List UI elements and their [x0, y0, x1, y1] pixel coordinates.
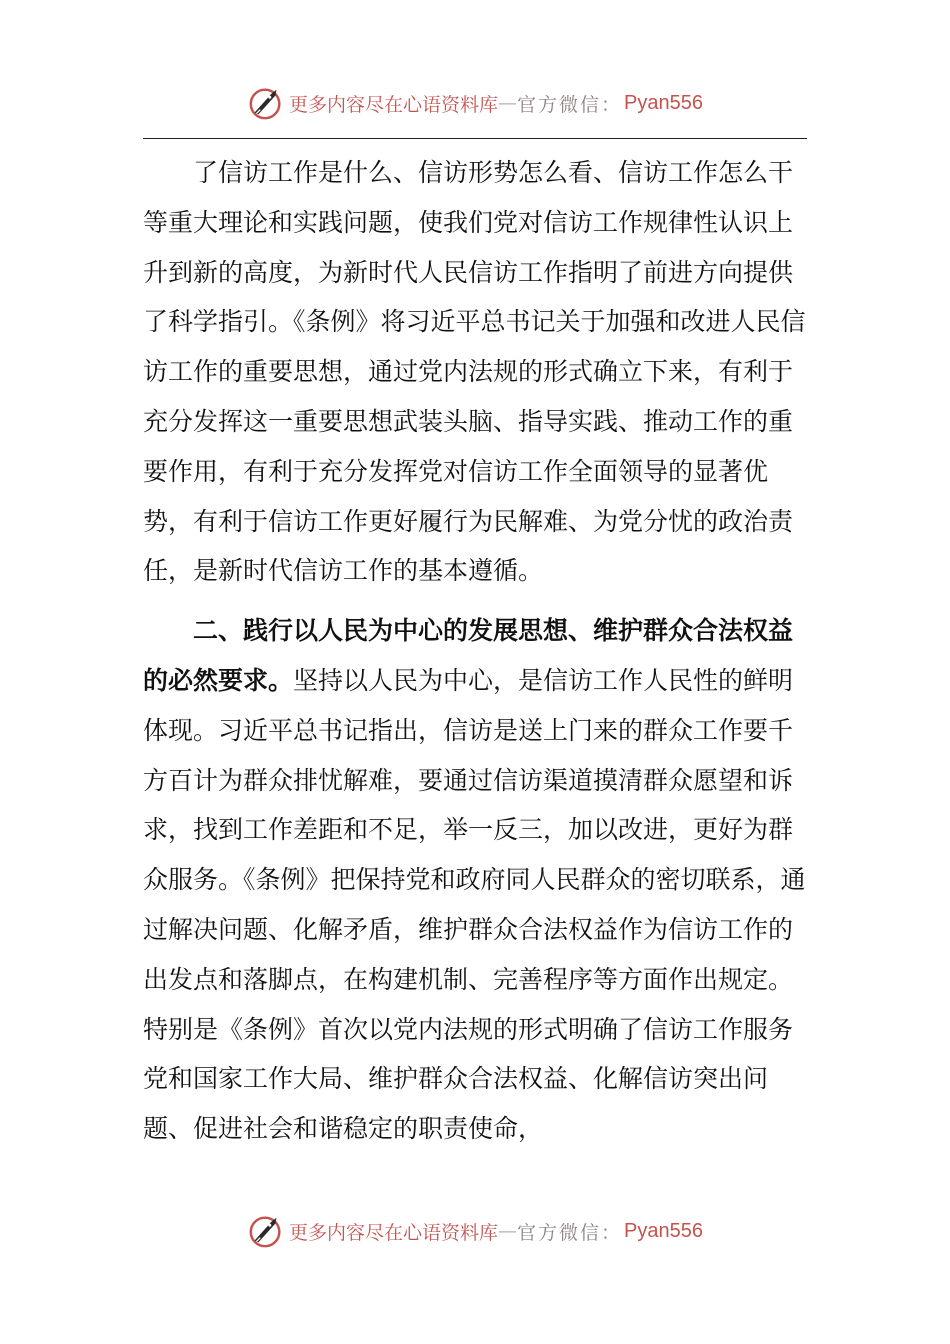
header-official-label: 官方微信：: [517, 93, 623, 116]
header-brand-text: 更多内容尽在心语资料库: [289, 93, 499, 116]
header-divider: [143, 138, 807, 139]
pen-nib-logo-icon: [247, 1212, 285, 1250]
document-body: [143, 148, 809, 1154]
paragraph-2: [143, 606, 809, 1154]
footer-official-label: 官方微信：: [517, 1221, 623, 1244]
paragraph-1: [143, 148, 809, 596]
paragraph-1-text: 了信访工作是什么、信访形势怎么看、信访工作怎么干等重大理论和实践问题，使我们党对信访工作规律性认识上升到新的高度，为新时代人民信访工作指明了前进方向提供了科学指引。《条例》将习近平总书记关于加强和改进人民信访工作的重要思想，通过党内法规的形式确立下来，有利于充分发挥这一重要思想武装头脑、指导实践、推动工作的重要作用，有利于充分发挥党对信访工作全面领导的显著优势，有利于信访工作更好履行为民解难、为党分忧的政治责任，是新时代信访工作的基本遵循。: [143, 158, 806, 586]
footer-wechat-id: Pyan556: [624, 1219, 703, 1242]
paragraph-2-heading: 二、践行以人民为中心的发展思想、维护群众合法权益的必然要求。: [143, 616, 794, 695]
footer-separator: —: [498, 1220, 518, 1242]
footer-brand-text: 更多内容尽在心语资料库: [289, 1221, 499, 1244]
header-wechat-id: Pyan556: [624, 91, 703, 114]
pen-nib-logo-icon: [247, 84, 285, 122]
page-footer: [0, 1208, 950, 1254]
paragraph-2-body: 坚持以人民为中心，是信访工作人民性的鲜明体现。习近平总书记指出，信访是送上门来的群众工作要千方百计为群众排忧解难，要通过信访渠道摸清群众愿望和诉求，找到工作差距和不足，举一反三，加以改进，更好为群众服务。《条例》把保持党和政府同人民群众的密切联系，通过解决问题、化解矛盾，维护群众合法权益作为信访工作的出发点和落脚点，在构建机制、完善程序等方面作出规定。特别是《条例》首次以党内法规的形式明确了信访工作服务党和国家工作大局、维护群众合法权益、化解信访突出问题、促进社会和谐稳定的职责使命，: [143, 665, 806, 1144]
header-separator: —: [498, 92, 518, 114]
page-header: [0, 80, 950, 126]
